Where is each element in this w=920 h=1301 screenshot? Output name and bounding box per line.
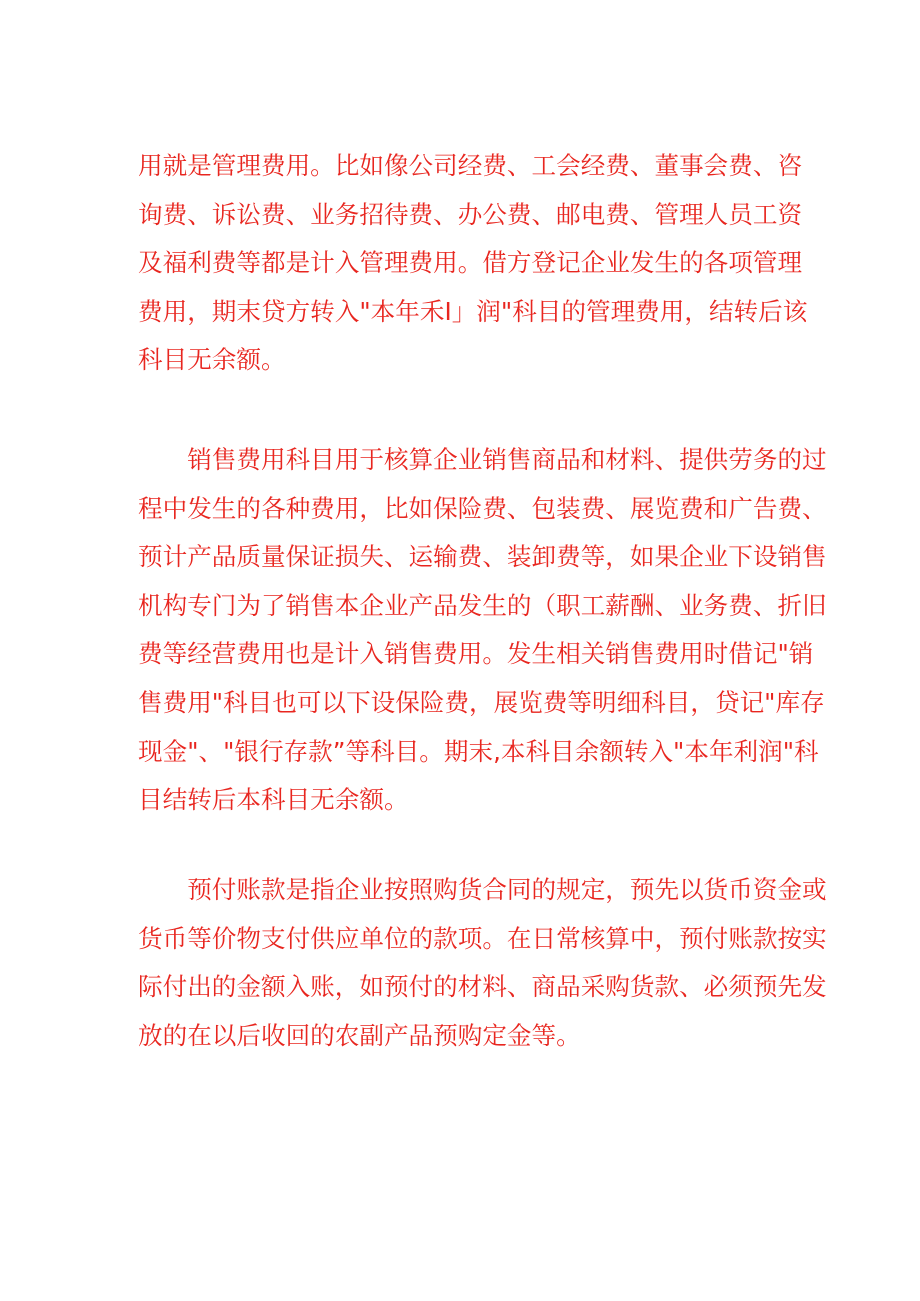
paragraph-sales-expenses bbox=[138, 436, 827, 825]
paragraph-management-expenses bbox=[138, 142, 807, 385]
text-line: 费等经营费用也是计入销售费用。发生相关销售费用时借记"销 bbox=[138, 639, 814, 669]
text-line: 货币等价物支付供应单位的款项。在日常核算中，预付账款按实 bbox=[138, 923, 827, 953]
text-line: 际付出的金额入账，如预付的材料、商品采购货款、必须预先发 bbox=[138, 972, 827, 1002]
text-line: 用就是管理费用。比如像公司经费、工会经费、董事会费、咨 bbox=[138, 151, 803, 180]
text-line: 程中发生的各种费用，比如保险费、包装费、展览费和广告费、 bbox=[138, 493, 827, 523]
text-line: 科目无余额。 bbox=[138, 345, 286, 375]
text-line: 预付账款是指企业按照购货合同的规定，预先以货币资金或 bbox=[138, 875, 827, 904]
text-line: 费用，期末贷方转入"本年禾I」润"科目的管理费用，结转后该 bbox=[138, 296, 808, 326]
text-line: 机构专门为了销售本企业产品发生的（职工薪酬、业务费、折旧 bbox=[138, 590, 827, 620]
text-line: 放的在以后收回的农副产品预购定金等。 bbox=[138, 1020, 581, 1050]
text-line: 现金"、"银行存款”等科目。期末,本科目余额转入"本年利润"科 bbox=[138, 736, 819, 766]
text-line: 售费用"科目也可以下设保险费，展览费等明细科目，贷记"库存 bbox=[138, 687, 825, 717]
text-line: 及福利费等都是计入管理费用。借方登记企业发生的各项管理 bbox=[138, 248, 803, 278]
text-line: 预计产品质量保证损失、运输费、装卸费等，如果企业下设销售 bbox=[138, 542, 827, 572]
text-line: 询费、诉讼费、业务招待费、办公费、邮电费、管理人员工资 bbox=[138, 199, 803, 229]
paragraph-prepayments bbox=[138, 866, 827, 1060]
text-line: 目结转后本科目无余额。 bbox=[138, 785, 409, 815]
text-line: 销售费用科目用于核算企业销售商品和材料、提供劳务的过 bbox=[138, 445, 827, 474]
